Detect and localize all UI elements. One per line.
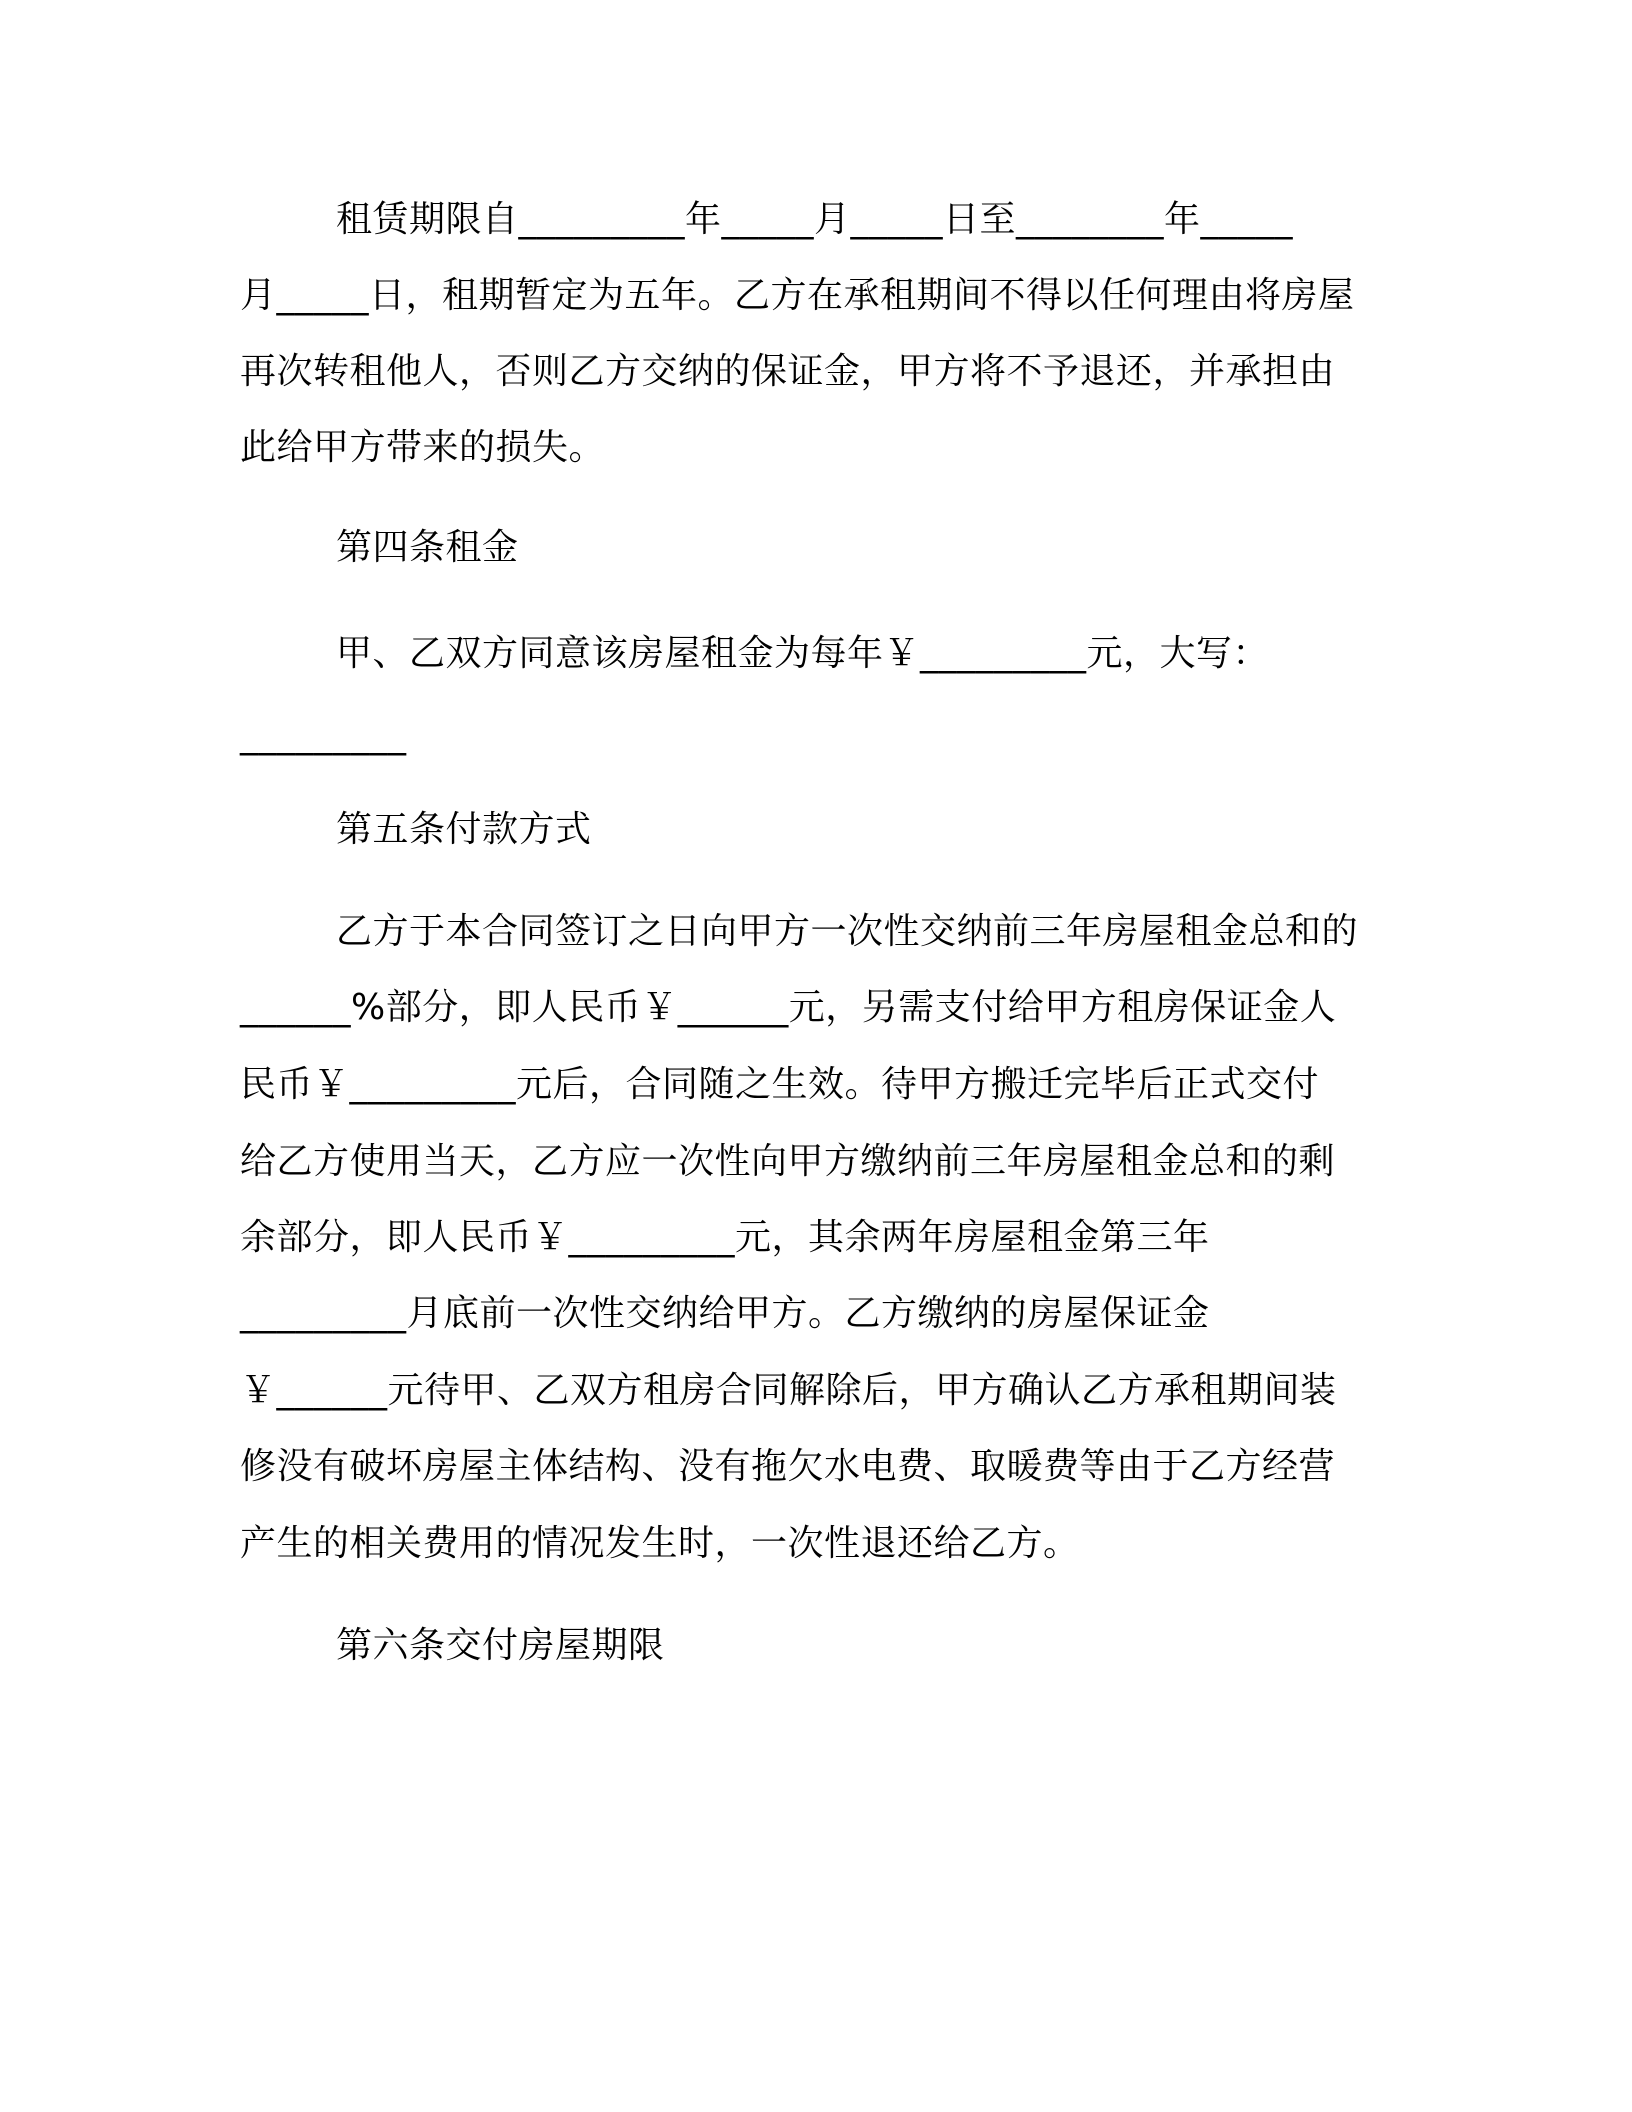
paragraph-payment-line-4: 给乙方使用当天，乙方应一次性向甲方缴纳前三年房屋租金总和的剩 xyxy=(240,1141,1336,1182)
paragraph-lease-term-line-1: 租赁期限自_________年_____月_____日至________年_____ xyxy=(336,199,1294,240)
article-5-heading: 第五条付款方式 xyxy=(336,809,592,850)
paragraph-payment-line-7: ￥______元待甲、乙双方租房合同解除后，甲方确认乙方承租期间装 xyxy=(240,1370,1337,1411)
paragraph-payment-line-8: 修没有破坏房屋主体结构、没有拖欠水电费、取暖费等由于乙方经营 xyxy=(240,1446,1336,1487)
article-6-heading: 第六条交付房屋期限 xyxy=(336,1625,665,1666)
paragraph-lease-term-line-4: 此给甲方带来的损失。 xyxy=(240,427,606,468)
paragraph-payment-line-1: 乙方于本合同签订之日向甲方一次性交纳前三年房屋租金总和的 xyxy=(336,911,1359,952)
article-4-heading: 第四条租金 xyxy=(336,527,519,568)
paragraph-payment-line-6: _________月底前一次性交纳给甲方。乙方缴纳的房屋保证金 xyxy=(240,1293,1210,1334)
paragraph-lease-term-line-2: 月_____日，租期暂定为五年。乙方在承租期间不得以任何理由将房屋 xyxy=(240,275,1355,316)
paragraph-payment-line-3: 民币￥_________元后，合同随之生效。待甲方搬迁完毕后正式交付 xyxy=(240,1064,1320,1105)
paragraph-payment-line-5: 余部分，即人民币￥_________元，其余两年房屋租金第三年 xyxy=(240,1217,1210,1258)
paragraph-payment-line-9: 产生的相关费用的情况发生时，一次性退还给乙方。 xyxy=(240,1523,1080,1564)
paragraph-rent-line-2: _________ xyxy=(240,715,407,756)
paragraph-payment-line-2: ______%部分，即人民币￥______元，另需支付给甲方租房保证金人 xyxy=(240,987,1337,1028)
paragraph-rent-line-1: 甲、乙双方同意该房屋租金为每年￥_________元，大写： xyxy=(336,633,1270,674)
paragraph-lease-term-line-3: 再次转租他人，否则乙方交纳的保证金，甲方将不予退还，并承担由 xyxy=(240,351,1336,392)
